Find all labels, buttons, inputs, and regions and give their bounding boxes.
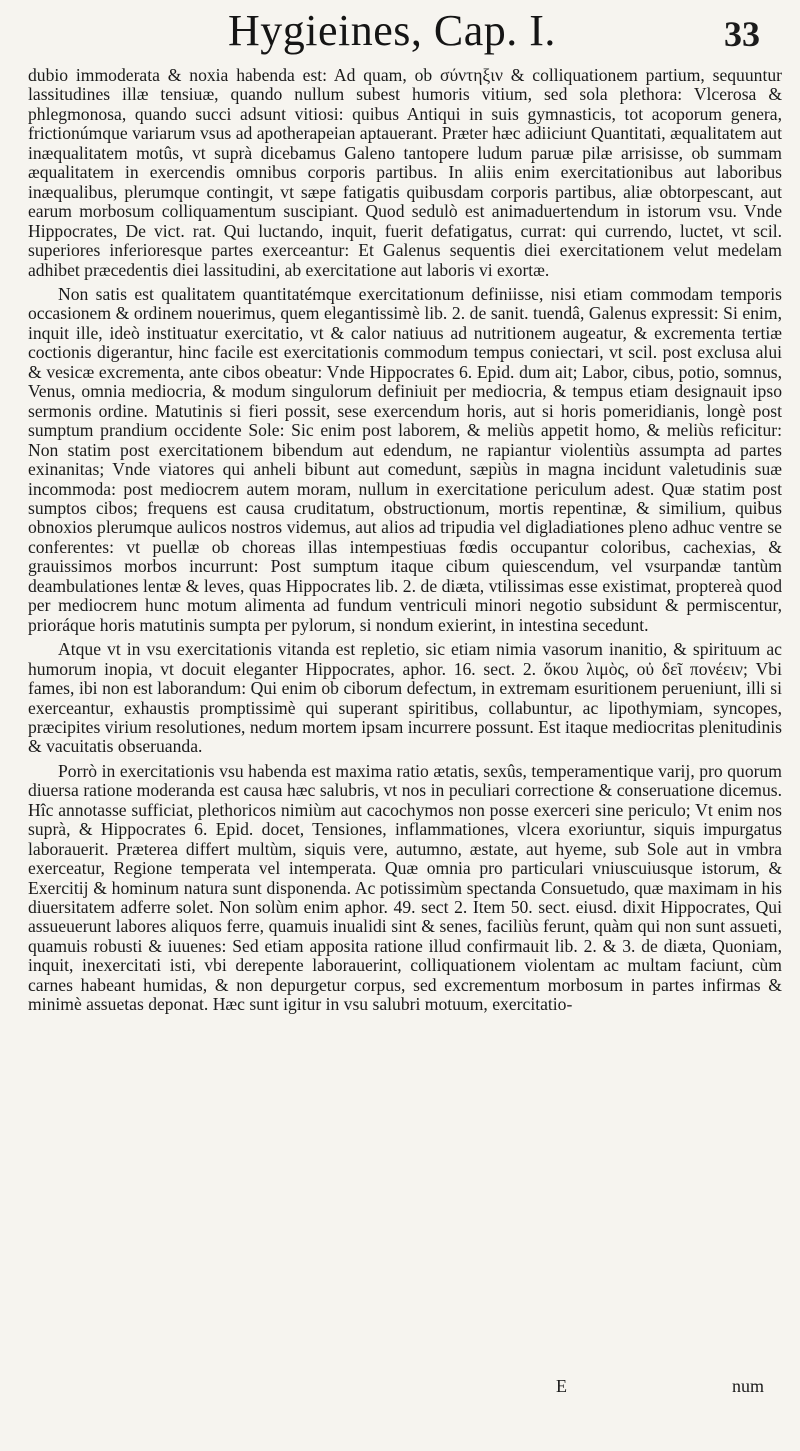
paragraph: Non satis est qualitatem quantitatémque exercitationum definiisse, nisi etiam commodam temporis occasionem & ordinem nouerimus, quem elegantissimè lib. 2. de sanit. tuendâ, Galenus expressit: Si enim, inquit ille, ideò instituatur exercitatio, vt & calor natiuus ad nutritionem augeatur, & excrementa tertiæ coctionis digerantur, hinc facile est exercitationis commodum tempus coniectari, vt scil. post exclusa alui & vesicæ excrementa, ante cibos obeatur: Vnde Hippocrates 6. Epid. dum ait; Labor, cibus, potio, somnus, Venus, omnia mediocria, & modum singulorum definiuit per mediocria, & tempus etiam designauit ipso sermonis ordine. Matutinis si fieri possit, sese exercendum horis, aut si horis pomeridianis, longè post sumptum prandium occidente Sole: Sic enim post laborem, & meliùs appetit homo, & meliùs reficitur: Non statim post exercitationem bibendum aut edendum, ne rapiantur violentiùs assumpta ad partes exinanitas; Vnde viatores qui anheli bibunt aut comedunt, sæpiùs in magna incidunt valetudinis suæ incommoda: post mediocrem autem moram, nullum in exercitatione periculum adest. Quæ statim post sumptos cibos; frequens est causa cruditatum, obstructionum, mortis repentinæ, & similium, quibus obnoxios plerumque aulicos nostros videmus, aut alios ad tripudia vel digladiationes pleno adhuc ventre se conferentes: vt puellæ ob choreas illas intempestiuas fœdis occupantur coloribus, cachexias, & grauissimos morbos incurrunt: Post sumptum itaque cibum quiescendum, vel vsurpandæ tantùm deambulationes lentæ & leves, quas Hippocrates lib. 2. de diæta, vtilissimas esse existimat, proptereà quod per mediocrem hunc motum alimenta ad fundum ventriculi minori negotio subsidunt & permiscentur, prioráque horis matutinis sumpta per pylorum, si nondum exierint, in intestina secedunt. [28, 283, 782, 635]
page-header [28, 0, 782, 66]
running-head: Hygieines, Cap. I. [228, 6, 556, 55]
page-number: 33 [724, 14, 760, 54]
body-text [28, 66, 782, 1015]
page-footer [0, 1376, 800, 1406]
paragraph: Atque vt in vsu exercitationis vitanda est repletio, sic etiam nimia vasorum inanitio, & spirituum ac humorum inopia, vt docuit eleganter Hippocrates, aphor. 16. sect. 2. ὅκου λιμὸς, οὐ δεῖ πονέειν; Vbi fames, ibi non est laborandum: Qui enim ob ciborum defectum, in extremam esuritionem perueniunt, illi si exerceantur, exhaustis promptissimè qui superant spiritibus, collabuntur, ac lipothymiam, syncopes, præcipites virium resolutiones, nedum mortem ipsam incurrere possunt. Est itaque mediocritas plenitudinis & vacuitatis obseruanda. [28, 639, 782, 757]
catchword: num [731, 1376, 764, 1396]
paragraph: dubio immoderata & noxia habenda est: Ad quam, ob σύντηξιν & colliquationem partium, sequuntur lassitudines illæ tensiuæ, quando nullum subest humoris vitium, sed sola plethora: Vlcerosa & phlegmonosa, quando succi adsunt vitiosi: quibus Antiqui in suis gymnasticis, tot acoporum genera, frictionúmque variarum vsus ad apotherapeian aptauerant. Præter hæc adiiciunt Quantitati, æqualitatem aut inæqualitatem motûs, vt suprà dicebamus Galeno tantopere ludum paruæ pilæ arrisisse, ob summam æqualitatem in exercendis omnibus corporis partibus. In aliis enim exercitationibus aut laboribus inæqualibus, plerumque contingit, vt sæpe fatigatis quibusdam corporis partibus, aliæ obtorpescant, aut earum morbosum colliquamentum suscipiant. Quod sedulò est animaduertendum in istorum vsu. Vnde Hippocrates, De vict. rat. Qui luctando, inquit, fuerit defatigatus, currat: qui currendo, luctet, vt scil. superiores inferioresque partes exerceantur: Et Galenus sequentis diei exercitationem velut medelam adhibet præcedentis diei lassitudini, ab exercitatione aut laboris vi exortæ. [28, 65, 782, 280]
signature-mark: E [556, 1376, 567, 1396]
paragraph: Porrò in exercitationis vsu habenda est maxima ratio ætatis, sexûs, temperamentique varij, pro quorum diuersa ratione moderanda est causa hæc salubris, vt nos in peculiari correctione & conseruatione dicemus. Hîc annotasse sufficiat, plethoricos nimiùm aut cacochymos non posse exerceri sine periculo; Vt enim nos suprà, & Hippocrates 6. Epid. docet, Tensiones, inflammationes, vlcera exoriuntur, siquis impurgatus laborauerit. Præterea differt multùm, siquis vere, autumno, æstate, aut hyeme, sub Sole aut in vmbra exerceatur, Regione temperata vel intemperata. Quæ omnia pro particulari vniuscuiusque istorum, & Exercitij & hominum natura sunt disponenda. Ac potissimùm spectanda Consuetudo, quæ maximam in his diuersitatem adferre solet. Non solùm enim aphor. 49. sect 2. Item 50. sect. eiusd. dixit Hippocrates, Qui assueuerunt labores aliquos ferre, quamuis inualidi sint & senes, faciliùs ferunt, quàm qui non sunt assueti, quamuis robusti & iuuenes: Sed etiam apposita ratione illud confirmauit lib. 2. & 3. de diæta, Quoniam, inquit, inexercitati isti, vbi derepente laborauerint, colliquationem violentam ac multam faciunt, cùm carnes habeant humidas, & non depurgetur corpus, sed excrementum morbosum in partes infirmas & minimè assuetas deponat. Hæc sunt igitur in vsu salubri motuum, exercitatio- [28, 760, 782, 1015]
